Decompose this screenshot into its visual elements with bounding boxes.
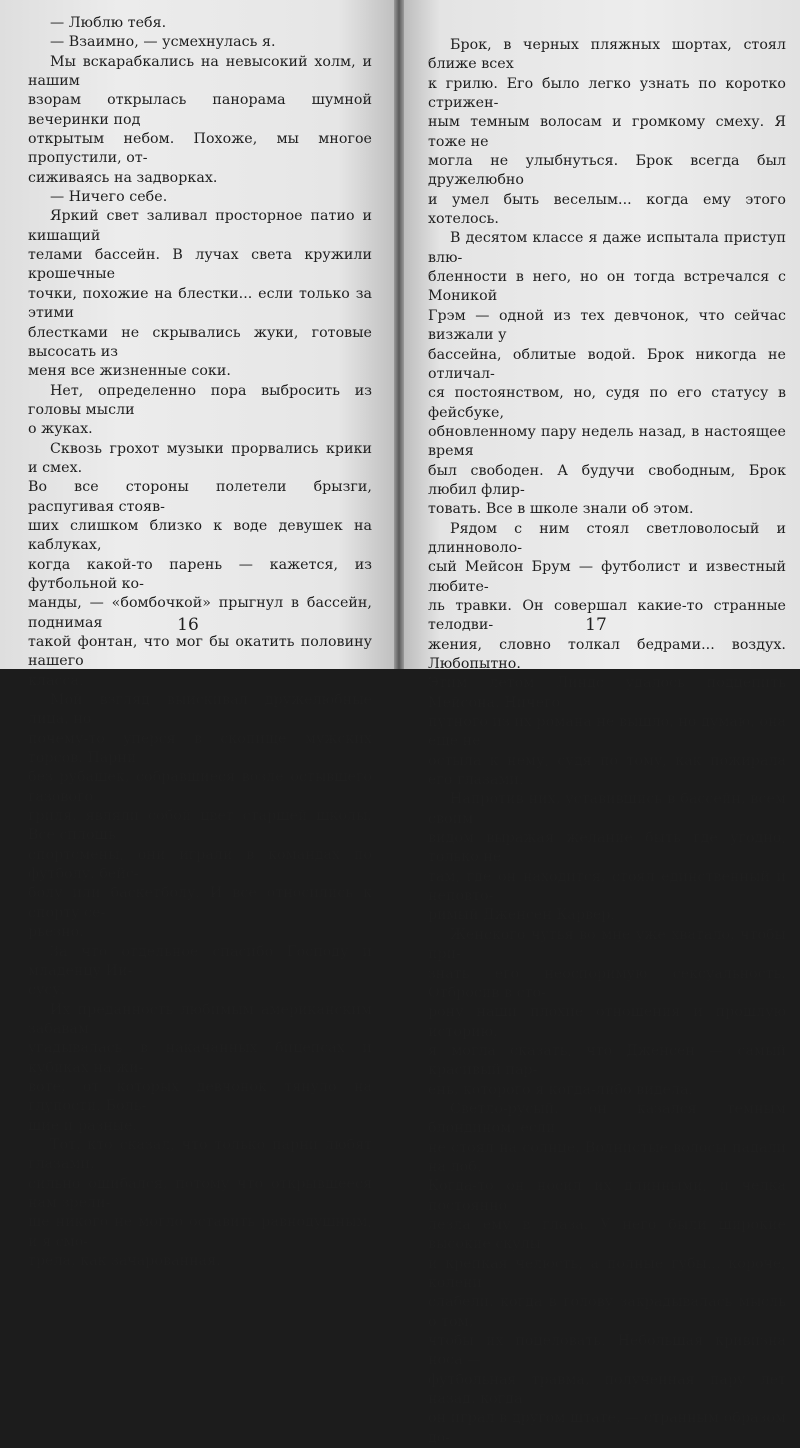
paragraph: Мы вскарабкались на невысокий холм, и нашим взорам открылась панорама шумной вечеринки под открытым небом. Похоже, мы многое пропустили, от- сиживаясь на задворках. bbox=[28, 53, 372, 186]
page-number-right: 17 bbox=[585, 615, 607, 635]
right-page-text bbox=[428, 36, 786, 1448]
paragraph: — Люблю тебя. bbox=[50, 15, 167, 31]
paragraph: Их преданность любимым американским забавам угадывалась в накачанных бицепсах и кубиках на жи- воте, от которых девчонок тянуло на глупости. Боль- шие и разные. bbox=[28, 1001, 372, 1134]
right-page bbox=[400, 0, 800, 1446]
paragraph: — Ничего себе. bbox=[50, 189, 168, 206]
paragraph: Рядом с ним стоял светловолосый и длинноволо- сый Мейсон Брум — футболист и известный любите- ль травки. Он совершал какие-то странные телодви- жения, словно толкал бедрами... воздух. Любопытно. Этим летом Линдс удалось подцепить Мейсона. Ничего путного из их романа не вышло, но думаю, она еще не остыла к нему, судя по тому, как пожирала его глазами. bbox=[428, 520, 786, 789]
book-gutter bbox=[394, 0, 404, 669]
paragraph: Женского чутья во мне уже хватало, чтобы при- знать его неоспоримую сексуальность. Отбросив в сто- рону наши плохие отношения и прошлую историю, я могла сказать, что Дженсен — самый красивый пар- ень, которого я когда-либо видела. bbox=[428, 926, 786, 1098]
paragraph: Светло-русый, он казался темным блондином, если не стоял на солнце. Волнистые волосы падали на лоб. Когда-то он носил их длинными, и челка постоянно лезла ему в глаза. У него были широкие высокие скулы и крепкая челюсть, а полные губы... короче, колени слабели, когда в голову закрадывалась мысль о том, чтобы их поцеловать. Небольшая кривизна носа — футбольная травма, полученная пару лет назад, когда он играл в другом штате, — странным образом до- bbox=[428, 1100, 786, 1446]
paragraph: Мой взгляд выискивал дружелюбные лица, но почему-то уперся в скопище мужских торсов. Парни без рубашек, собравшиеся возле остывшего газового гриля, являли собой цвет старшей школы. Все сплошь спортсмены, они играли в командах по футболу, бейс- болу или баскетболу. И все относились к спорту се- рьезно. bbox=[28, 692, 372, 941]
paragraph: Сквозь грохот музыки прорвались крики и смех. Во все стороны полетели брызги, распугивая стояв- ших слишком близко к воде девушек на каблуках, когда какой-то парень — кажется, из футбольной ко- манды, — «бомбочкой» прыгнул в бассейн, поднимая такой фонтан, что мог бы окатить половину нашего класса. bbox=[28, 440, 372, 689]
paragraph: Напротив них, уставившись в бассейн, всем своим видом выражая желание быть где угодно, только не там, где он находится, стоял единственный и неповто- римый Дженсен Карвер. bbox=[428, 791, 786, 924]
page-number-left: 16 bbox=[177, 615, 199, 635]
paragraph: — Взаимно, — усмехнулась я. bbox=[50, 34, 276, 51]
paragraph: Яркий свет заливал просторное патио и кишащий телами бассейн. В лучах света кружили крошечные точки, похожие на блестки... если только за этими блестками не скрывались жуки, готовые высосать из меня все жизненные соки. bbox=[28, 208, 372, 380]
paragraph: Брок, в черных пляжных шортах, стоял ближе всех к грилю. Его было легко узнать по коротко стрижен- ным темным волосам и громкому смеху. Я тоже не могла не улыбнуться. Брок всегда был дружелюбно и умел быть веселым... когда ему этого хотелось. bbox=[428, 37, 786, 228]
paragraph: Тот, кто сказал, что только парни любят глазами, сильно ошибался, потому что открывшееся нам зрели- ще никого не могло оставить равнодушным, и я смо- трела, как зачарованная. bbox=[28, 1136, 372, 1269]
paragraph: В десятом классе я даже испытала приступ влю- бленности в него, но он тогда встречался с Моникой Грэм — одной из тех девчонок, что сейчас визжали у бассейна, облитые водой. Брок никогда не отличал- ся постоянством, но, судя по его статусу в фейсбуке, обновленному пару недель назад, в настоящее время был свободен. А будучи свободным, Брок любил флир- товать. Все в школе знали об этом. bbox=[428, 230, 786, 518]
paragraph: За что отдельное спасибо Господу и младенцу Ии- сусу. bbox=[28, 943, 372, 999]
left-page-text bbox=[28, 14, 372, 1271]
left-page bbox=[0, 0, 398, 1269]
paragraph: Нет, определенно пора выбросить из головы мысли о жуках. bbox=[28, 382, 372, 438]
